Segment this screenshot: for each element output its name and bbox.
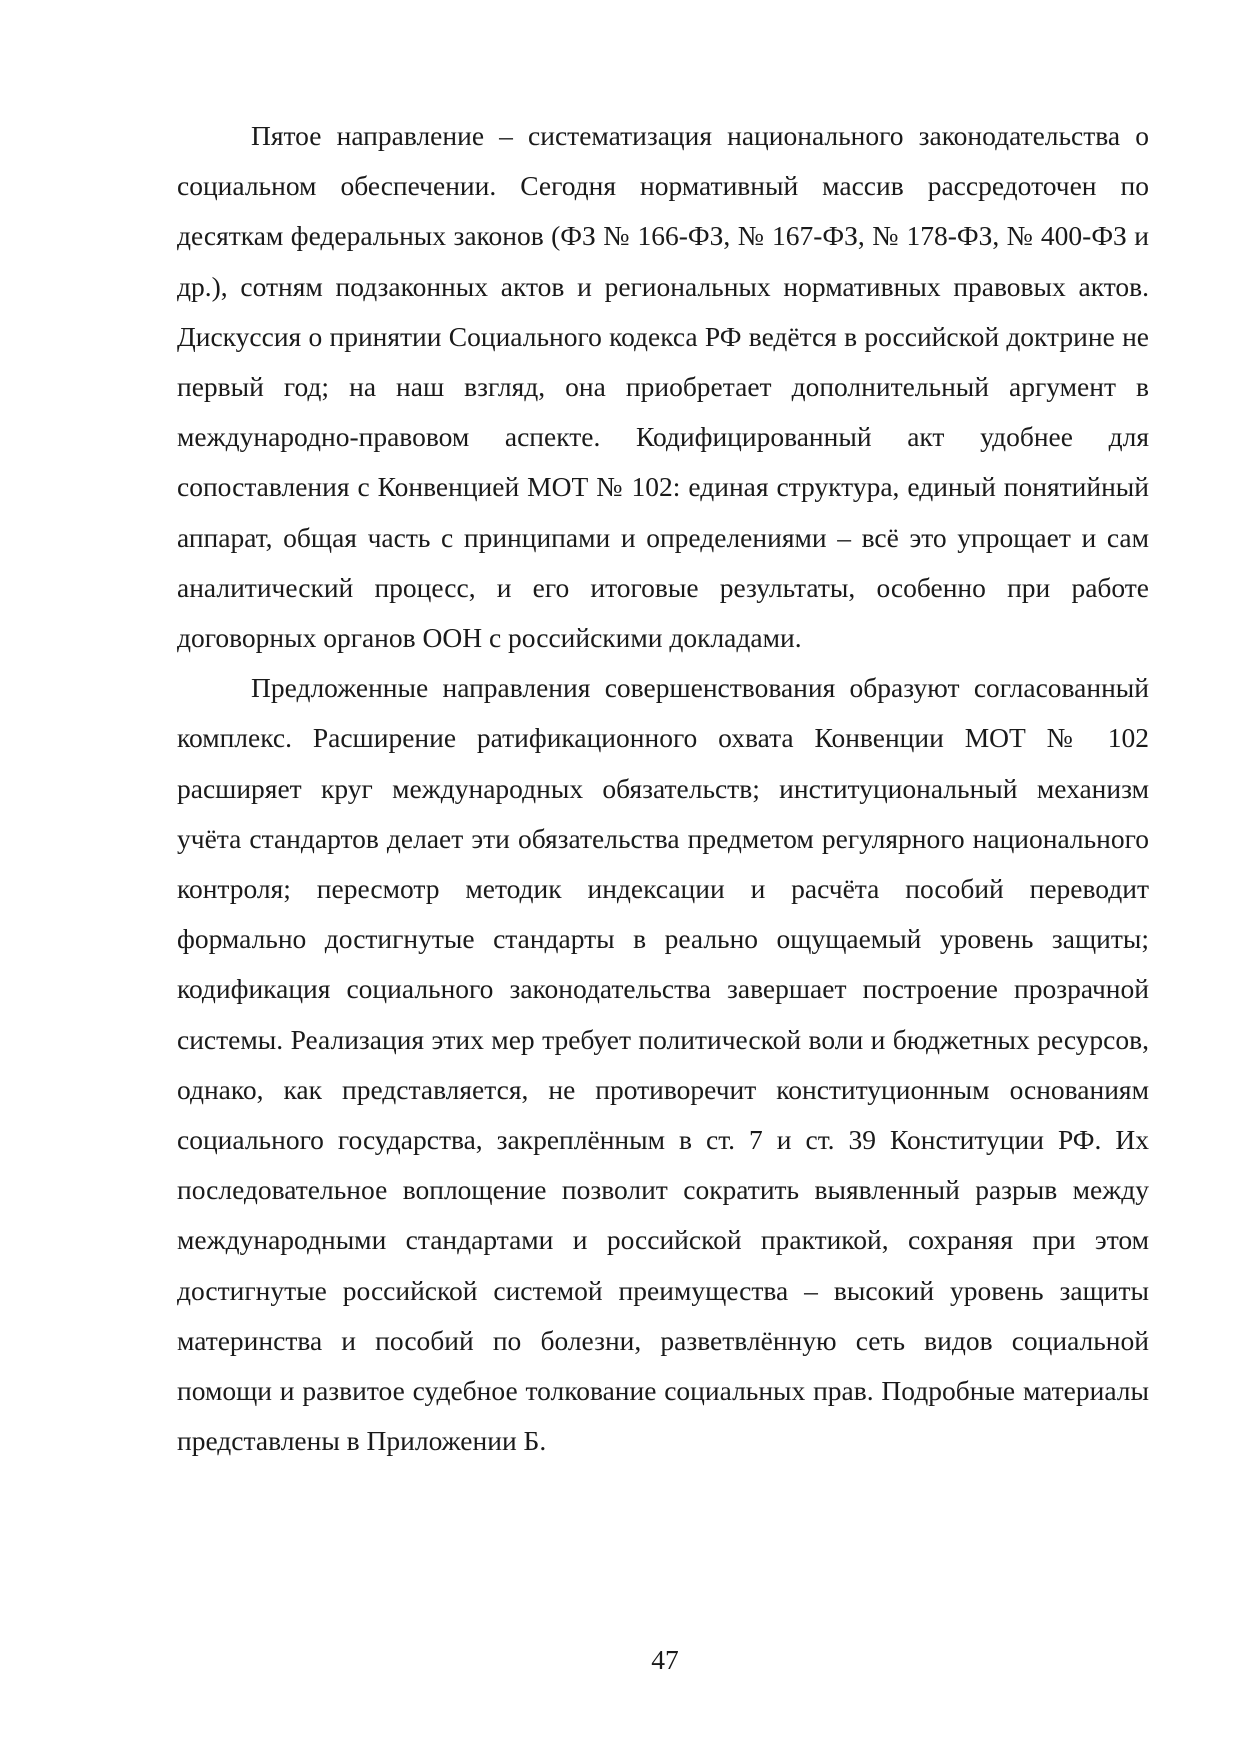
- paragraph-conclusion: Предложенные направления совершенствования образуют согласованный комплекс. Расширение ратификационного охвата Конвенции МОТ № 102 расширяет круг международных обязательств; институциональный механизм учёта стандартов делает эти обязательства предметом регулярного национального контроля; пересмотр методик индексации и расчёта пособий переводит формально достигнутые стандарты в реально ощущаемый уровень защиты; кодификация социального законодательства завершает построение прозрачной системы. Реализация этих мер требует политической воли и бюджетных ресурсов, однако, как представляется, не противоречит конституционным основаниям социального государства, закреплённым в ст. 7 и ст. 39 Конституции РФ. Их последовательное воплощение позволит сократить выявленный разрыв между международными стандартами и российской практикой, сохраняя при этом достигнутые российской системой преимущества – высокий уровень защиты материнства и пособий по болезни, разветвлённую сеть видов социальной помощи и развитое судебное толкование социальных прав. Подробные материалы представлены в Приложении Б.: [177, 672, 1149, 1457]
- paragraph-systematization: Пятое направление – систематизация национального законодательства о социальном обеспечении. Сегодня нормативный массив рассредоточен по десяткам федеральных законов (ФЗ № 166-ФЗ, № 167-ФЗ, № 178-ФЗ, № 400-ФЗ и др.), сотням подзаконных актов и региональных нормативных правовых актов. Дискуссия о принятии Социального кодекса РФ ведётся в российской доктрине не первый год; на наш взгляд, она приобретает дополнительный аргумент в международно-правовом аспекте. Кодифицированный акт удобнее для сопоставления с Конвенцией МОТ № 102: единая структура, единый понятийный аппарат, общая часть с принципами и определениями – всё это упрощает и сам аналитический процесс, и его итоговые результаты, особенно при работе договорных органов ООН с российскими докладами.: [177, 120, 1149, 654]
- page-number: 47: [651, 1644, 679, 1675]
- body-text: [177, 111, 1149, 1466]
